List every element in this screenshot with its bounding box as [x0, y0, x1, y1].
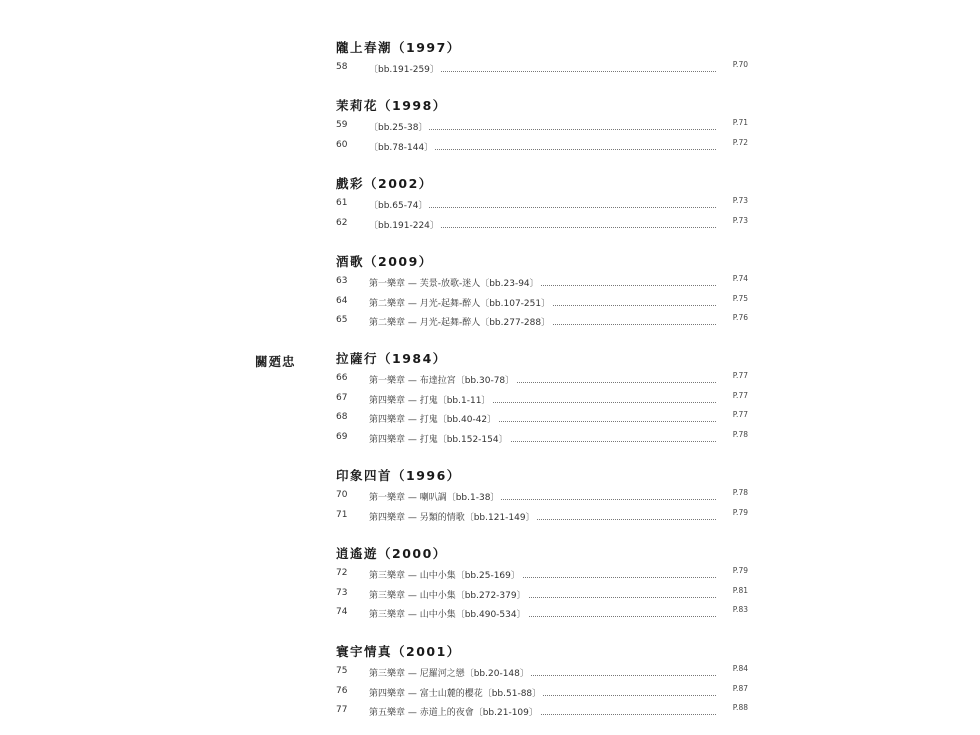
toc-entry[interactable] — [336, 294, 748, 314]
toc-entry[interactable] — [336, 664, 748, 684]
toc-entry[interactable] — [336, 274, 748, 294]
page-reference: P.77 — [732, 371, 748, 380]
work-section — [336, 349, 748, 449]
page-reference: P.71 — [732, 118, 748, 127]
entry-description: 第三樂章 — 山中小集〔bb.490-534〕 — [369, 610, 526, 619]
entry-description: 〔bb.78-144〕 — [369, 142, 434, 152]
work-title: 逍遙遊（2000） — [336, 546, 447, 561]
toc-entry[interactable] — [336, 508, 748, 528]
entry-description: 〔bb.191-224〕 — [369, 220, 439, 230]
entry-description: 第四樂章 — 打鬼〔bb.40-42〕 — [369, 415, 497, 424]
entry-number: 72 — [336, 568, 348, 578]
entry-description: 第三樂章 — 山中小集〔bb.272-379〕 — [369, 590, 526, 600]
page-reference: P.87 — [732, 683, 748, 693]
toc-entry[interactable] — [336, 430, 748, 450]
entry-number: 63 — [336, 276, 348, 286]
toc-entry[interactable] — [336, 313, 748, 333]
page-reference: P.78 — [732, 488, 748, 497]
work-title: 隴上春潮（1997） — [336, 40, 461, 55]
entry-description: 第五樂章 — 赤道上的夜會〔bb.21-109〕 — [369, 708, 538, 717]
work-title: 印象四首（1996） — [336, 468, 461, 483]
page-reference: P.73 — [732, 215, 748, 225]
toc-entry[interactable] — [336, 605, 748, 625]
page-reference: P.76 — [732, 313, 748, 322]
entry-number: 77 — [336, 705, 348, 715]
entry-number: 66 — [336, 373, 348, 383]
entry-number: 69 — [336, 431, 348, 442]
entry-number: 62 — [336, 217, 348, 228]
entry-number: 59 — [336, 120, 348, 130]
page-reference: P.70 — [732, 60, 748, 69]
entry-number: 76 — [336, 685, 348, 696]
work-section — [336, 96, 748, 157]
entry-number: 60 — [336, 139, 348, 150]
work-section — [336, 252, 748, 333]
work-section — [336, 38, 748, 80]
work-section — [336, 174, 748, 235]
page-reference: P.77 — [732, 410, 748, 419]
page-reference: P.79 — [732, 507, 748, 517]
entry-description: 第四樂章 — 打鬼〔bb.152-154〕 — [369, 434, 508, 444]
page-reference: P.78 — [732, 429, 748, 439]
entry-number: 73 — [336, 587, 348, 598]
work-section — [336, 642, 748, 723]
toc-entry[interactable] — [336, 138, 748, 158]
entry-description: 第一樂章 — 喇叭調〔bb.1-38〕 — [369, 493, 500, 502]
toc-entry[interactable] — [336, 566, 748, 586]
work-title: 戲彩（2002） — [336, 176, 433, 191]
work-section — [336, 466, 748, 527]
page-reference: P.83 — [732, 605, 748, 614]
toc-entry[interactable] — [336, 586, 748, 606]
work-title: 茉莉花（1998） — [336, 98, 447, 113]
page-reference: P.77 — [732, 390, 748, 400]
toc-entry[interactable] — [336, 118, 748, 138]
work-section — [336, 544, 748, 625]
entry-number: 75 — [336, 666, 348, 676]
toc-entry[interactable] — [336, 196, 748, 216]
toc-entry[interactable] — [336, 391, 748, 411]
entry-number: 67 — [336, 392, 348, 403]
entry-number: 74 — [336, 607, 348, 617]
work-title: 寰宇情真（2001） — [336, 644, 461, 659]
page-reference: P.79 — [732, 566, 748, 575]
toc-entry[interactable] — [336, 684, 748, 704]
page-reference: P.84 — [732, 664, 748, 673]
entry-number: 61 — [336, 198, 348, 208]
page-reference: P.73 — [732, 196, 748, 205]
entry-number: 64 — [336, 295, 348, 306]
toc-entry[interactable] — [336, 488, 748, 508]
entry-number: 65 — [336, 315, 348, 325]
page-reference: P.81 — [732, 585, 748, 595]
page-reference: P.72 — [732, 137, 748, 147]
entry-description: 第二樂章 — 月光-起舞-醉人〔bb.107-251〕 — [369, 298, 551, 308]
entry-description: 〔bb.65-74〕 — [369, 201, 428, 210]
page-reference: P.74 — [732, 274, 748, 283]
entry-description: 第四樂章 — 打鬼〔bb.1-11〕 — [369, 395, 491, 405]
entry-description: 〔bb.25-38〕 — [369, 123, 428, 132]
entry-number: 68 — [336, 412, 348, 422]
entry-description: 〔bb.191-259〕 — [369, 65, 439, 74]
entry-number: 58 — [336, 62, 348, 72]
entry-description: 第二樂章 — 月光-起舞-醉人〔bb.277-288〕 — [369, 318, 551, 327]
work-title: 酒歌（2009） — [336, 254, 433, 269]
page-reference: P.88 — [732, 703, 748, 712]
entry-description: 第三樂章 — 尼羅河之戀〔bb.20-148〕 — [369, 669, 529, 678]
toc-entry[interactable] — [336, 410, 748, 430]
toc-entry[interactable] — [336, 60, 748, 80]
work-title: 拉薩行（1984） — [336, 351, 447, 366]
toc-entry[interactable] — [336, 216, 748, 236]
composer-name: 關廼忠 — [255, 354, 296, 369]
entry-description: 第四樂章 — 富士山麓的櫻花〔bb.51-88〕 — [369, 688, 542, 698]
entry-number: 71 — [336, 509, 348, 520]
toc-entry[interactable] — [336, 703, 748, 723]
entry-number: 70 — [336, 490, 348, 500]
entry-description: 第三樂章 — 山中小集〔bb.25-169〕 — [369, 571, 520, 580]
page-reference: P.75 — [732, 293, 748, 303]
entry-description: 第一樂章 — 芙景-放歌-迷人〔bb.23-94〕 — [369, 279, 539, 288]
entry-description: 第一樂章 — 布達拉宮〔bb.30-78〕 — [369, 376, 515, 385]
toc-entry[interactable] — [336, 371, 748, 391]
entry-description: 第四樂章 — 另類的情歌〔bb.121-149〕 — [369, 512, 535, 522]
